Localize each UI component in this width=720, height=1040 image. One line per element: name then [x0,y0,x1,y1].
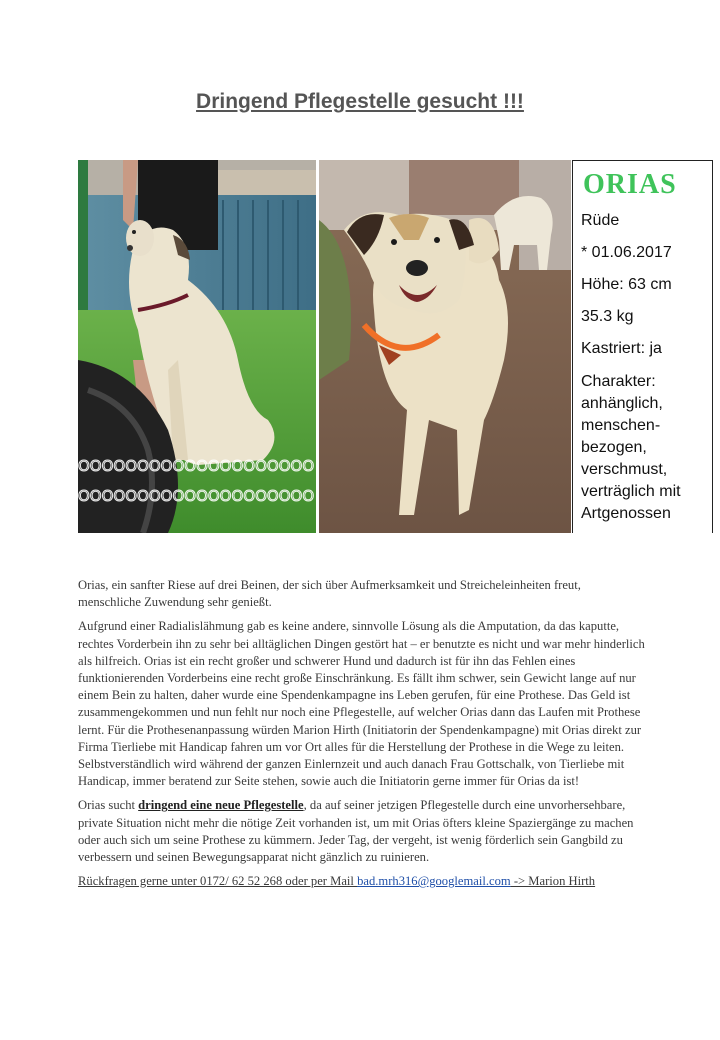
info-box [572,160,713,533]
dog-weight: 35.3 kg [581,308,634,325]
dog-character [581,371,712,525]
email-link[interactable]: bad.mrh316@googlemail.com [357,874,511,889]
watermark-text: OOOOOOOOOOOOOOOOOOOO [78,487,315,505]
character-line: verschmust, [581,461,668,478]
character-line: verträglich mit [581,483,681,500]
character-line: menschen- [581,417,661,434]
dog-neutered: Kastriert: ja [581,340,662,357]
dog-birth-date: * 01.06.2017 [581,244,672,261]
paragraph-story: Aufgrund einer Radialislähmung gab es keine andere, sinnvolle Lösung als die Amputation, da das kaputte, rechtes Vorderbein ihn zu sehr bei alltäglichen Dingen gestört hat – er benutzte es nicht und war mehr hinderlich als hilfreich. Orias ist ein recht großer und schwerer Hund und dadurch ist für ihn das Fehlen eines funktionierenden Vorderbeins eine recht große Einschränkung. Es fällt ihm schwer, sein Gewicht lange auf nur einem Bein zu halten, daher wurde eine Spendenkampagne ins Leben gerufen, für eine Prothese. Das Geld ist zusammengekommen und nun fehlt nur noch eine Pflegestelle, auf welcher Orias dann das Laufen mit Prothese lernt. Für die Prothesenanpassung würden Marion Hirth (Initiatorin der Spendenkampagne) mit Orias direkt zur Firma Tierliebe mit Handicap fahren um vor Ort alles für die Herstellung der Prothese in die Wege zu leiten. Selbstverständlich wird während der ganzen Einlernzeit und auch danach Frau Gottschalk, von Tierliebe mit Handicap, immer beratend zur Seite stehen, sowie auch die Initiatorin gerne immer für Orias da ist! [78,619,645,789]
urgent-text-start: Orias sucht [78,798,139,813]
dog-photo-sitting [78,160,316,533]
watermark-text: OOOOOOOOOOOOOOOOOOOO [78,457,315,475]
dog-gender: Rüde [581,212,620,229]
dog-height: Höhe: 63 cm [581,276,672,293]
character-line: bezogen, [581,439,647,456]
contact-line [78,873,646,890]
character-line: Artgenossen [581,505,671,522]
body-text [78,577,646,897]
urgent-highlight: dringend eine neue Pflegestelle [138,798,304,813]
paragraph-urgent [78,797,646,866]
page-title: Dringend Pflegestelle gesucht !!! [196,90,524,113]
dog-name: ORIAS [583,169,677,200]
character-line: anhänglich, [581,395,663,412]
dog-photo-standing [319,160,571,533]
contact-name: -> Marion Hirth [510,874,596,889]
paragraph-intro: Orias, ein sanfter Riese auf drei Beinen, der sich über Aufmerksamkeit und Streicheleinheiten freut, menschliche Zuwendung sehr genießt. [78,578,581,610]
urgent-text-end: , da auf seiner jetzigen Pflegestelle durch eine unvorhersehbare, private Situation nicht mehr die nötige Zeit vorhanden ist, um mit Orias öfters kleine Spaziergänge zu machen oder auch sich um seine Prothese zu kümmern. Jeder Tag, der vergeht, ist wenig förderlich sein Gangbild zu verbessern und seinen Bewegungsapparat nicht gänzlich zu ruinieren. [78,798,634,865]
contact-text: Rückfragen gerne unter 0172/ 62 52 268 oder per Mail [78,874,358,889]
character-label: Charakter: [581,373,656,390]
